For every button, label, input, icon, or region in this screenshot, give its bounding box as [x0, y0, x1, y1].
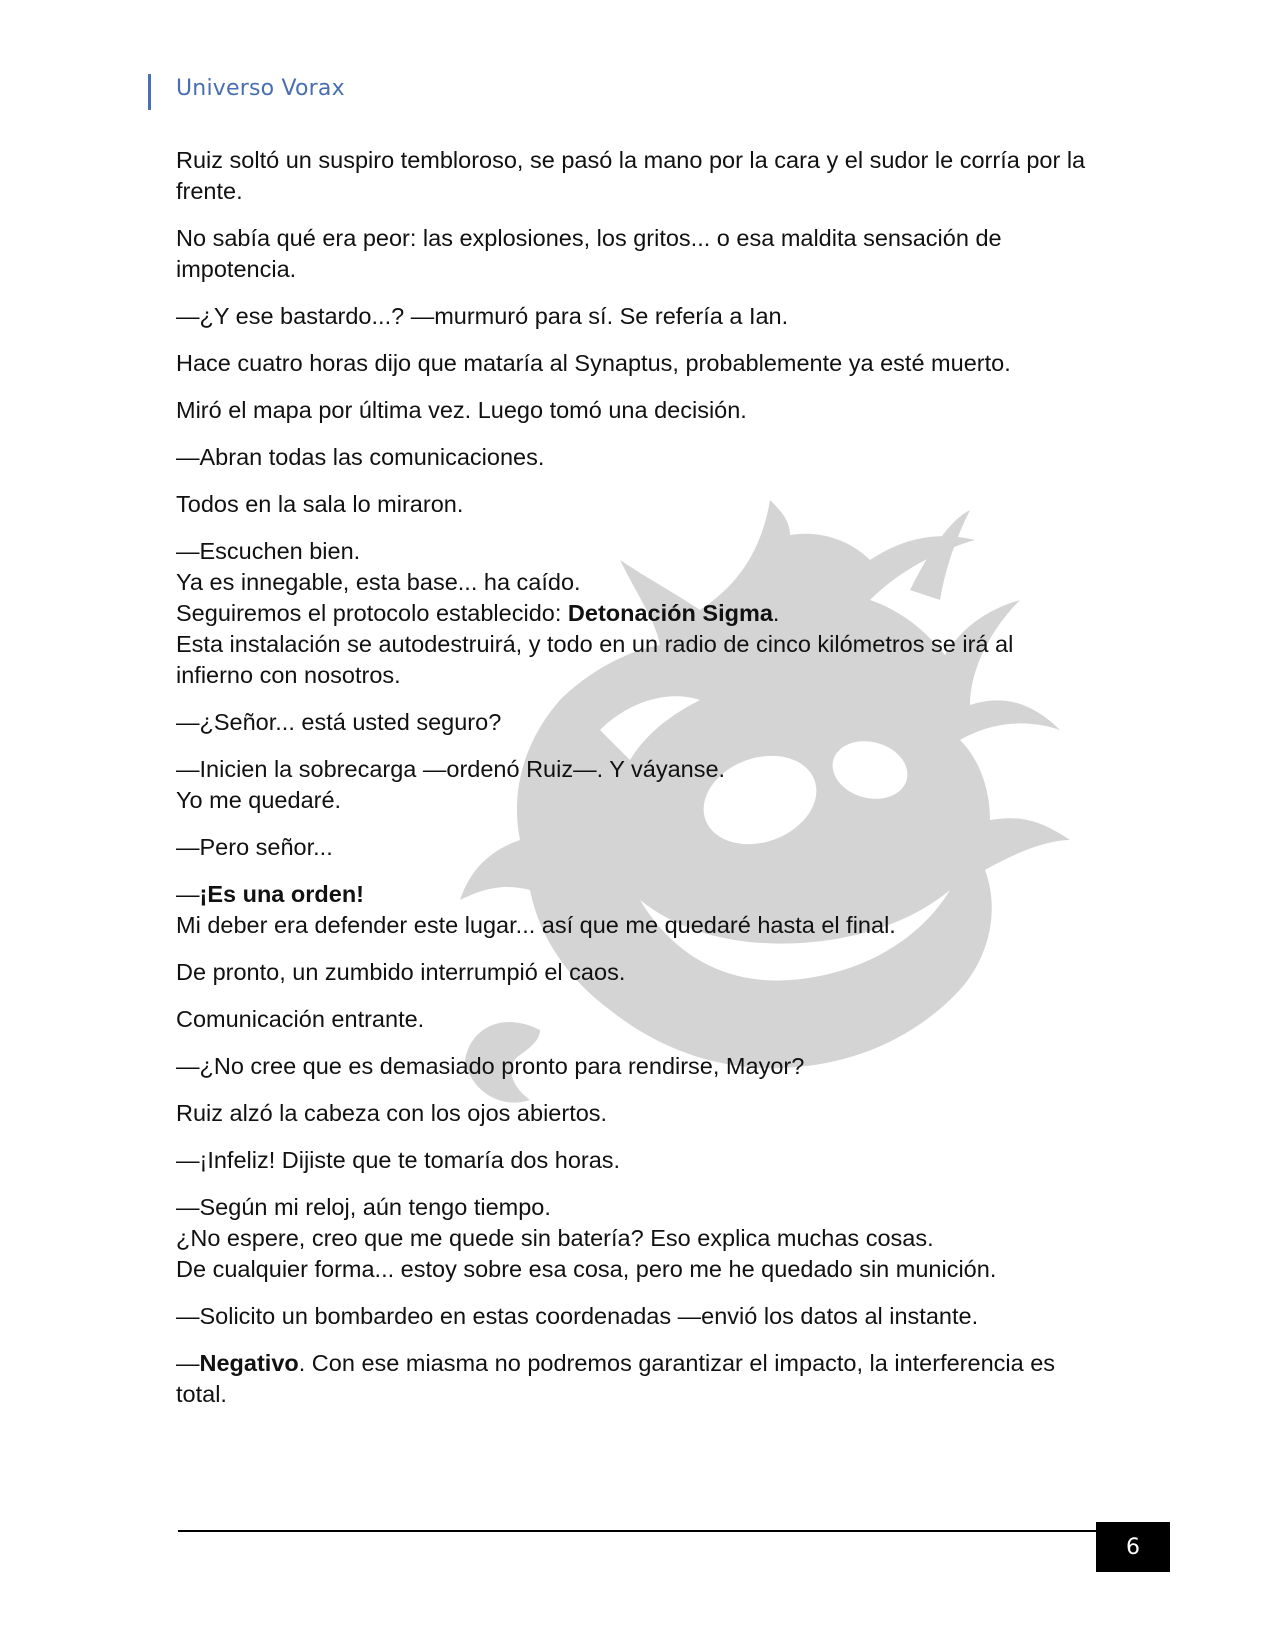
- paragraph: Ruiz soltó un suspiro tembloroso, se pasó la mano por la cara y el sudor le corría por la frente.: [176, 147, 1086, 204]
- protocol-name: Detonación Sigma: [567, 600, 773, 626]
- dialogue-block: [176, 1348, 1091, 1410]
- dialogue-block: [176, 879, 1091, 941]
- text-line: Seguiremos el protocolo establecido:: [176, 600, 568, 626]
- dialogue-dash: —: [176, 1350, 200, 1376]
- dialogue-dash: —: [176, 881, 200, 907]
- dialogue-block: [176, 754, 1091, 816]
- header-accent-bar: [148, 74, 151, 110]
- dialogue-line: —¿Señor... está usted seguro?: [176, 709, 502, 735]
- dialogue-line: —¿Y ese bastardo...? —murmuró para sí. Se refería a Ian.: [176, 303, 789, 329]
- dialogue-line: —Abran todas las comunicaciones.: [176, 444, 545, 470]
- footer-rule: [178, 1530, 1096, 1532]
- dialogue-block: [176, 1192, 1091, 1285]
- dialogue-line: —Pero señor...: [176, 834, 333, 860]
- paragraph: Comunicación entrante.: [176, 1006, 425, 1032]
- paragraph: No sabía qué era peor: las explosiones, los gritos... o esa maldita sensación de impotencia.: [176, 225, 1002, 282]
- text-line: —Inicien la sobrecarga —ordenó Ruiz—. Y váyanse.: [176, 756, 726, 782]
- text-line: —Escuchen bien.: [176, 538, 361, 564]
- text-line: Esta instalación se autodestruirá, y todo en un radio de cinco kilómetros se irá al infierno con nosotros.: [176, 631, 1014, 688]
- dialogue-line: —¿No cree que es demasiado pronto para rendirse, Mayor?: [176, 1053, 805, 1079]
- paragraph: Miró el mapa por última vez. Luego tomó una decisión.: [176, 397, 747, 423]
- chapter-text: [176, 145, 1091, 1426]
- dialogue-line: —Solicito un bombardeo en estas coordenadas —envió los datos al instante.: [176, 1303, 979, 1329]
- paragraph: Ruiz alzó la cabeza con los ojos abiertos.: [176, 1100, 608, 1126]
- page-number: 6: [1096, 1522, 1170, 1572]
- text-line: —Según mi reloj, aún tengo tiempo.: [176, 1194, 551, 1220]
- dialogue-line: —¡Infeliz! Dijiste que te tomaría dos horas.: [176, 1147, 621, 1173]
- text-punct: .: [772, 600, 780, 626]
- paragraph: Hace cuatro horas dijo que mataría al Synaptus, probablemente ya esté muerto.: [176, 350, 1011, 376]
- text-line: De cualquier forma... estoy sobre esa cosa, pero me he quedado sin munición.: [176, 1256, 997, 1282]
- dialogue-block: [176, 536, 1091, 691]
- order-exclamation: ¡Es una orden!: [199, 881, 365, 907]
- text-line: Ya es innegable, esta base... ha caído.: [176, 569, 581, 595]
- negative-reply: Negativo: [199, 1350, 299, 1376]
- text-line: ¿No espere, creo que me quede sin batería? Eso explica muchas cosas.: [176, 1225, 934, 1251]
- text-line: . Con ese miasma no podremos garantizar el impacto, la interferencia es total.: [176, 1350, 1056, 1407]
- header-title: Universo Vorax: [176, 76, 345, 101]
- text-line: Mi deber era defender este lugar... así que me quedaré hasta el final.: [176, 912, 896, 938]
- text-line: Yo me quedaré.: [176, 787, 342, 813]
- paragraph: Todos en la sala lo miraron.: [176, 491, 464, 517]
- paragraph: De pronto, un zumbido interrumpió el caos.: [176, 959, 626, 985]
